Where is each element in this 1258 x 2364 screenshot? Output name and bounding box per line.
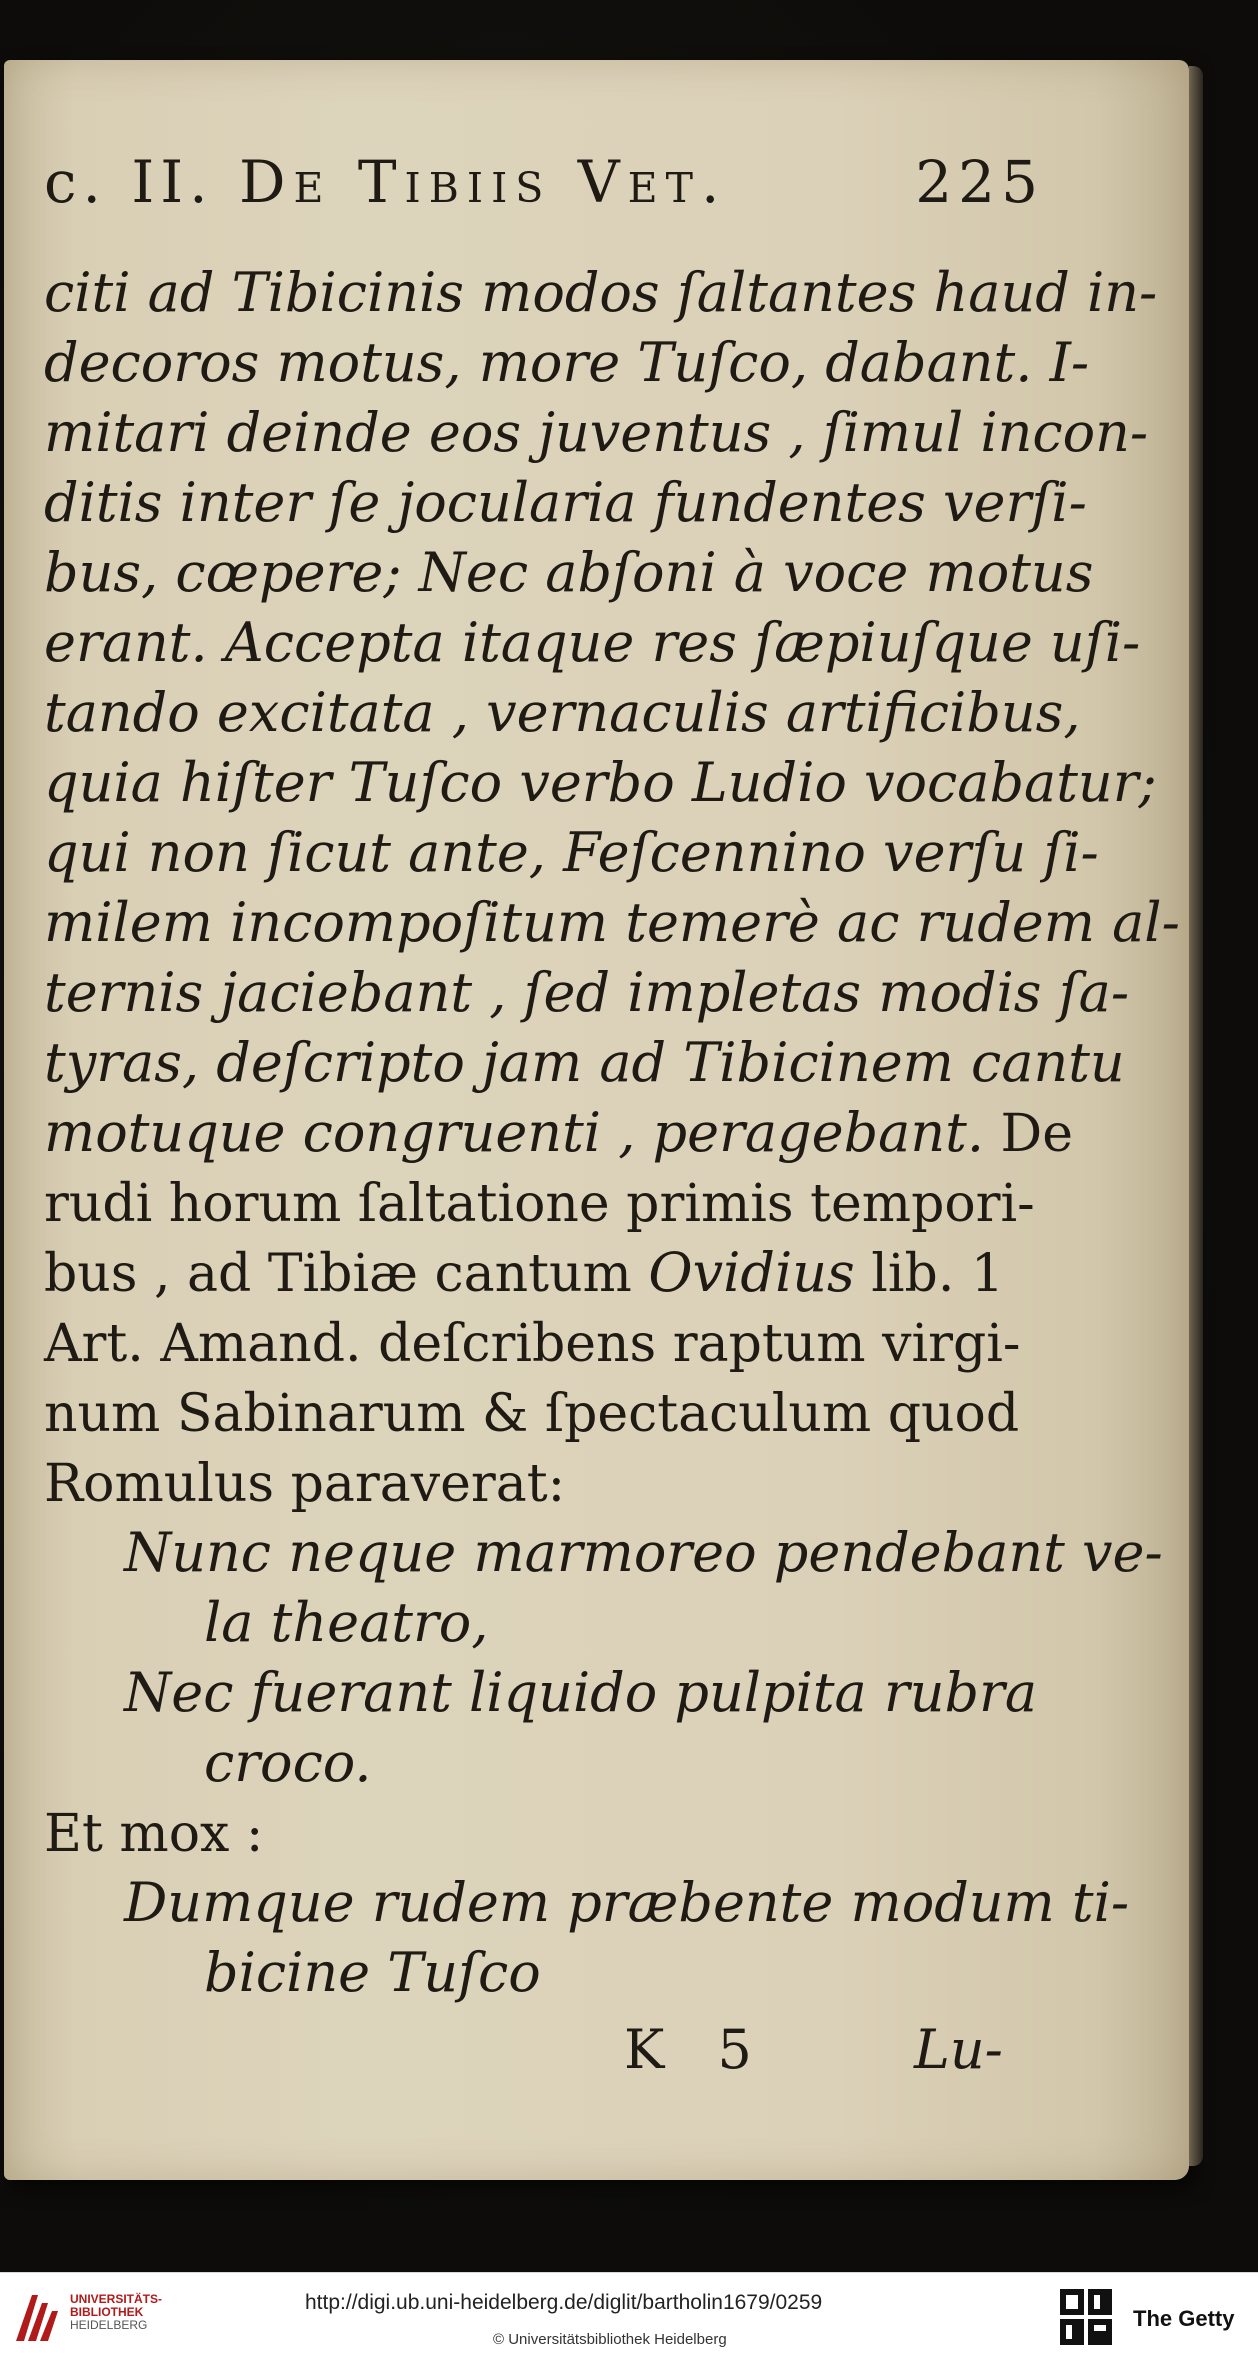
text-line (44, 678, 1081, 748)
text-line (44, 258, 1158, 328)
partner-name: The Getty (1133, 2306, 1235, 2331)
text-line (44, 1658, 1038, 1728)
text-segment: Dumque rudem præbente modum ti- (124, 1871, 1130, 1934)
library-name-line2: BIBLIOTHEK (70, 2305, 144, 2319)
text-segment: Nunc neque marmoreo pendebant ve- (124, 1521, 1163, 1584)
text-segment: Nec fuerant liquido pulpita rubra (124, 1661, 1038, 1724)
text-segment: tyras, deſcripto jam ad Tibicinem cantu (44, 1031, 1125, 1094)
text-line (44, 958, 1130, 1028)
text-line (44, 608, 1141, 678)
getty-logo-icon[interactable] (1058, 2287, 1114, 2349)
text-segment: bicine Tuſco (204, 1941, 541, 2004)
text-segment: croco. (204, 1731, 372, 1794)
text-line (44, 1518, 1163, 1588)
viewer-footer-bar (0, 2272, 1258, 2364)
text-segment: milem incompoſitum temerè ac rudem al- (44, 891, 1180, 954)
text-line (44, 328, 1090, 398)
library-name-line1: UNIVERSITÄTS- (70, 2292, 163, 2306)
running-header (44, 148, 1044, 258)
text-segment: motuque congruenti , peragebant. (44, 1101, 985, 1164)
text-line (44, 468, 1087, 538)
text-line (44, 1238, 1034, 1308)
text-segment: bus, cœpere; Nec abſoni à voce motus (44, 541, 1094, 604)
text-line (44, 1168, 1034, 1238)
text-line (44, 1308, 1034, 1378)
catchword: Lu- (914, 2018, 1003, 2081)
text-segment: Ovidius (648, 1241, 855, 1304)
page-number: 225 (915, 148, 1044, 216)
book-page (4, 60, 1189, 2180)
text-line (44, 748, 1157, 818)
page-footer (44, 2008, 1034, 2098)
text-segment: rudi horum ſaltatione primis tempori- (44, 1174, 1035, 1234)
text-segment: quia hiſter Tuſco verbo Ludio vocabatur; (44, 751, 1157, 814)
text-segment: ditis inter ſe jocularia fundentes verſi- (44, 471, 1087, 534)
page-edge (1189, 66, 1203, 2166)
text-line (44, 1028, 1125, 1098)
copyright-notice: © Universitätsbibliothek Heidelberg (493, 2331, 727, 2348)
text-line (44, 1798, 1034, 1868)
text-line (44, 1868, 1130, 1938)
page-text (44, 148, 1180, 2098)
text-segment: citi ad Tibicinis modos ſaltantes haud in- (44, 261, 1158, 324)
text-line (44, 1938, 1034, 2008)
text-line (44, 538, 1094, 608)
text-segment: qui non ſicut ante, Feſcennino verſu ſi- (44, 821, 1099, 884)
text-line (44, 1588, 1034, 1658)
text-segment: tando excitata , vernaculis artificibus, (44, 681, 1081, 744)
text-segment: erant. Accepta itaque res ſæpiuſque uſi- (44, 611, 1141, 674)
text-line (44, 818, 1099, 888)
text-segment: Art. Amand. deſcribens raptum virgi- (44, 1314, 1021, 1374)
text-segment: lib. 1 (854, 1244, 1004, 1304)
text-segment: De (984, 1104, 1074, 1164)
permalink-url[interactable]: http://digi.ub.uni-heidelberg.de/diglit/bartholin1679/0259 (305, 2291, 823, 2314)
text-line (44, 1728, 1034, 1798)
library-name (70, 2293, 162, 2332)
university-library-logo-icon[interactable] (12, 2289, 64, 2347)
text-segment: mitari deinde eos juventus , ſimul incon- (44, 401, 1149, 464)
text-segment: bus , ad Tibiæ cantum (44, 1244, 649, 1304)
text-segment: la theatro, (204, 1591, 489, 1654)
text-segment: ternis jaciebant , ſed impletas modis ſa- (44, 961, 1130, 1024)
chapter-number: c. II. (44, 148, 214, 216)
text-segment: Romulus paraverat: (44, 1454, 566, 1514)
text-line (44, 888, 1180, 958)
text-lines (44, 258, 1180, 2008)
text-line (44, 398, 1149, 468)
signature-mark: K 5 (624, 2018, 770, 2081)
running-title: De Tibiis Vet. (239, 148, 728, 216)
text-line (44, 1448, 1034, 1518)
library-name-line3: HEIDELBERG (70, 2318, 148, 2332)
text-line (44, 1098, 1074, 1168)
text-segment: decoros motus, more Tuſco, dabant. I- (44, 331, 1090, 394)
text-line (44, 1378, 1034, 1448)
text-segment: num Sabinarum & ſpectaculum quod (44, 1384, 1020, 1444)
text-segment: Et mox : (44, 1804, 264, 1864)
